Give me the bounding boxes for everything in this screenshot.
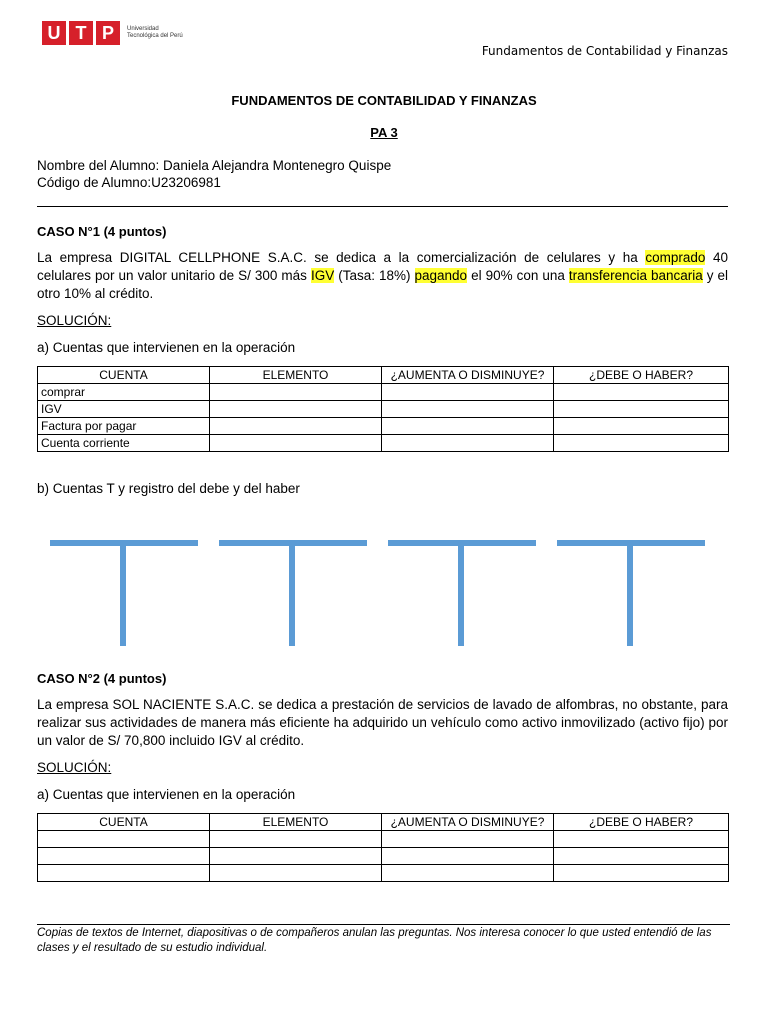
student-name: Nombre del Alumno: Daniela Alejandra Montenegro Quispe [37,158,392,173]
table-cell[interactable] [382,831,554,848]
table-cell[interactable] [382,418,554,435]
table-cell[interactable] [382,435,554,452]
header-course-name: Fundamentos de Contabilidad y Finanzas [481,44,728,58]
table-row [38,401,729,418]
case1-title: CASO N°1 (4 puntos) [37,224,167,239]
table-cell[interactable] [382,848,554,865]
table-cell[interactable] [554,384,729,401]
table-cell[interactable] [210,865,382,882]
table-cell[interactable] [554,435,729,452]
table-cell[interactable] [382,384,554,401]
table-cell[interactable]: Cuenta corriente [38,435,210,452]
divider [37,206,728,207]
t-account-stem [627,540,633,646]
table-cell[interactable] [210,848,382,865]
highlight-comprado: comprado [645,250,706,265]
table-cell[interactable]: Factura por pagar [38,418,210,435]
table-cell[interactable] [210,384,382,401]
case2-accounts-table [37,813,729,882]
table-cell[interactable] [210,435,382,452]
case2-title: CASO N°2 (4 puntos) [37,671,167,686]
table-cell[interactable] [554,865,729,882]
table-row [38,435,729,452]
logo-university-name: Universidad Tecnológica del Perú [127,26,183,39]
t-account-stem [458,540,464,646]
t-account-stem [120,540,126,646]
table-header-cuenta: CUENTA [38,367,210,384]
table-header-cuenta: CUENTA [38,814,210,831]
table-row [38,865,729,882]
table-header-aumenta: ¿AUMENTA O DISMINUYE? [382,367,554,384]
table-cell[interactable] [38,865,210,882]
case1-statement [37,249,728,303]
t-account-1[interactable] [50,540,198,646]
table-cell[interactable] [554,848,729,865]
table-header-aumenta: ¿AUMENTA O DISMINUYE? [382,814,554,831]
t-account-3[interactable] [388,540,536,646]
table-cell[interactable] [382,401,554,418]
logo-letter-p: P [96,21,120,45]
highlight-pagando: pagando [414,268,468,283]
case1-text-5: y el otro 10% al crédito. [37,268,729,301]
t-account-2[interactable] [219,540,367,646]
case1-part-b-label: b) Cuentas T y registro del debe y del haber [37,481,300,496]
table-cell[interactable] [554,831,729,848]
case1-text-4: el 90% con una [467,268,569,283]
case2-statement: La empresa SOL NACIENTE S.A.C. se dedica a prestación de servicios de lavado de alfombras, no obstante, para realizar sus actividades de manera más eficiente ha adquirido un vehículo como activo inmovilizado (activo fijo) por un valor de S/ 70,800 incluido IGV al crédito. [37,697,728,748]
case1-part-a-label: a) Cuentas que intervienen en la operación [37,340,296,355]
table-header-row [38,367,729,384]
t-account-4[interactable] [557,540,705,646]
footer-divider [37,924,730,925]
case2-part-a-label: a) Cuentas que intervienen en la operación [37,787,296,802]
table-row [38,831,729,848]
table-cell[interactable] [38,831,210,848]
table-header-elemento: ELEMENTO [210,814,382,831]
table-cell[interactable] [554,401,729,418]
case1-text-3: (Tasa: 18%) [334,268,415,283]
logo-letter-u: U [42,21,66,45]
logo-letter-t: T [69,21,93,45]
table-cell[interactable] [382,865,554,882]
table-row [38,848,729,865]
table-cell[interactable] [554,418,729,435]
table-cell[interactable] [210,401,382,418]
student-code: Código de Alumno:U23206981 [37,175,221,190]
case2-solution-label: SOLUCIÓN: [37,760,112,775]
case1-accounts-table [37,366,729,452]
highlight-igv: IGV [310,268,335,283]
table-cell[interactable] [210,418,382,435]
table-cell[interactable]: IGV [38,401,210,418]
document-title: FUNDAMENTOS DE CONTABILIDAD Y FINANZAS [231,93,537,108]
table-cell[interactable]: comprar [38,384,210,401]
footer-note: Copias de textos de Internet, diapositivas o de compañeros anulan las preguntas. Nos interesa conocer lo que usted entendió de las clases y el resultado de su estudio individual. [37,927,712,954]
case1-solution-label: SOLUCIÓN: [37,313,112,328]
table-header-row [38,814,729,831]
table-header-elemento: ELEMENTO [210,367,382,384]
table-header-debe-haber: ¿DEBE O HABER? [554,367,729,384]
table-header-debe-haber: ¿DEBE O HABER? [554,814,729,831]
highlight-transferencia: transferencia bancaria [568,268,703,283]
document-subtitle: PA 3 [370,125,398,140]
student-info [37,157,391,191]
table-row [38,418,729,435]
table-row [38,384,729,401]
utp-logo [42,21,187,45]
table-cell[interactable] [210,831,382,848]
table-cell[interactable] [38,848,210,865]
case1-text-2: 40 celulares por un valor unitario de S/ 300 más [37,250,728,283]
case1-text-1: La empresa DIGITAL CELLPHONE S.A.C. se dedica a la comercialización de celulares y ha [37,250,646,265]
t-account-stem [289,540,295,646]
